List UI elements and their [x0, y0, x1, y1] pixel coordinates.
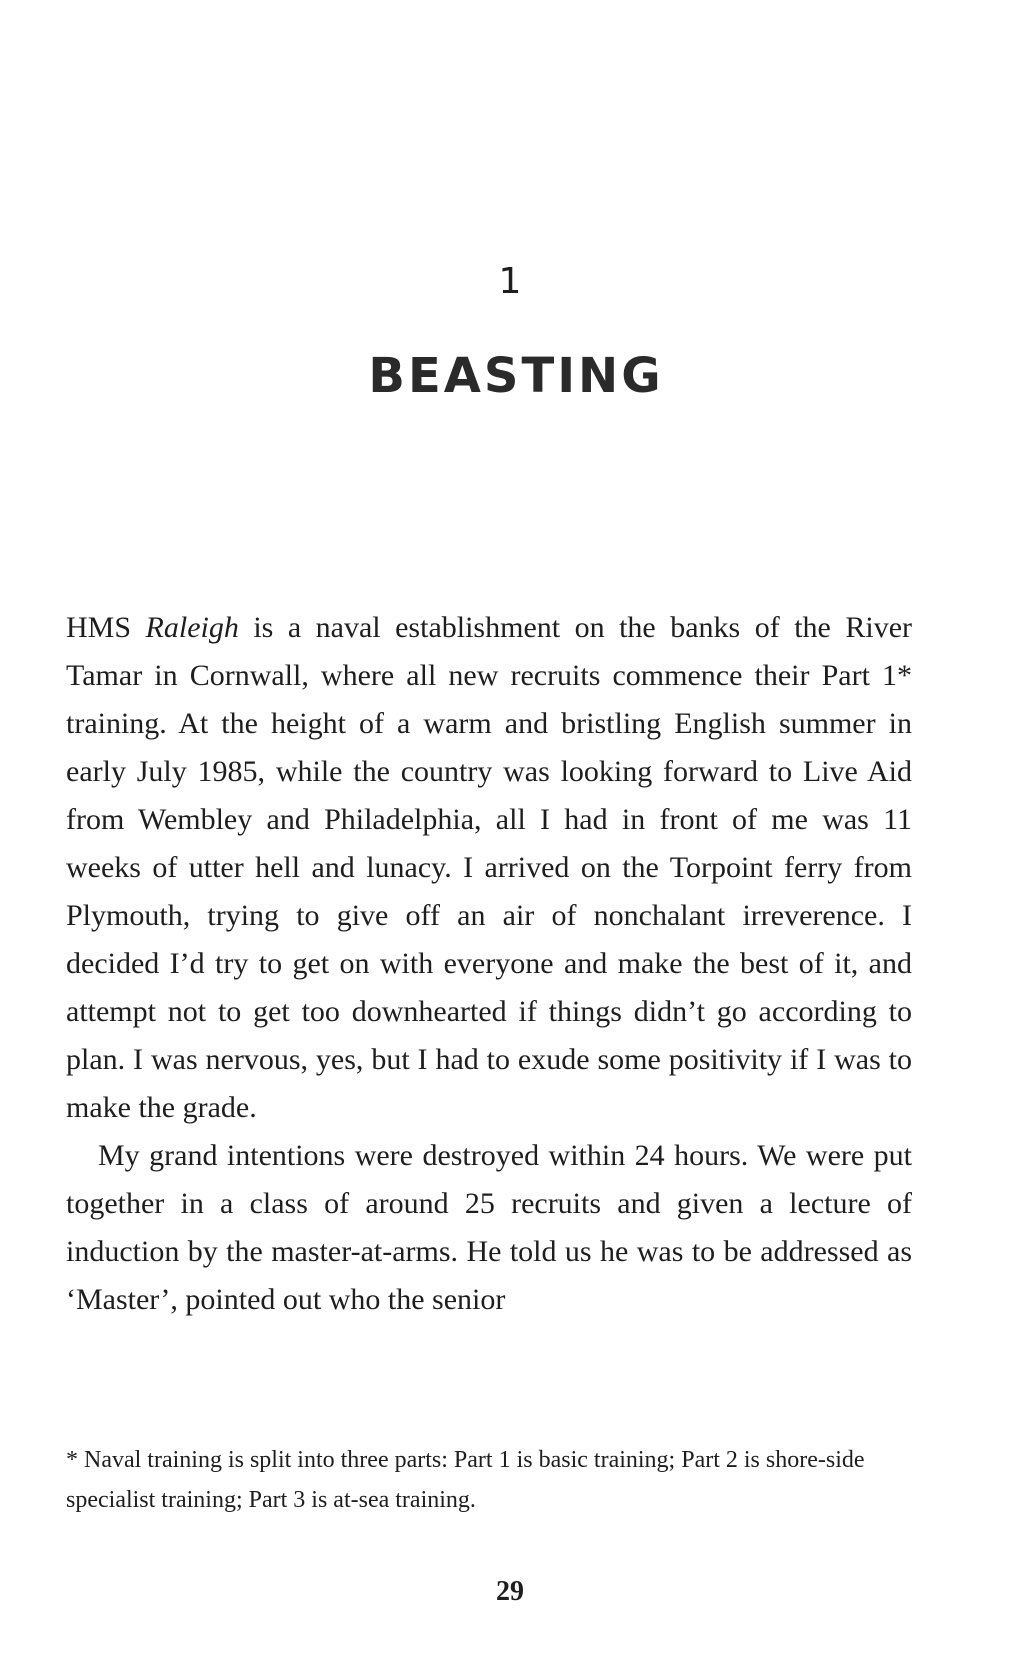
ship-name: Raleigh: [145, 611, 239, 644]
footnote: [66, 1440, 912, 1520]
paragraph-1: [66, 604, 912, 1132]
body-text: [66, 604, 912, 1324]
chapter-title: BEASTING: [368, 348, 664, 404]
footnote-text: * Naval training is split into three parts: Part 1 is basic training; Part 2 is shore-side specialist training; Part 3 is at-sea training.: [66, 1447, 865, 1513]
paragraph-1-text: is a naval establishment on the banks of the River Tamar in Cornwall, where all new recruits commence their Part 1* training. At the height of a warm and bristling English summer in early July 1985, while the country was looking forward to Live Aid from Wembley and Philadelphia, all I had in front of me was 11 weeks of utter hell and lunacy. I arrived on the Torpoint ferry from Plymouth, trying to give off an air of nonchalant irreverence. I decided I’d try to get on with everyone and make the best of it, and attempt not to get too downhearted if things didn’t go according to plan. I was nervous, yes, but I had to exude some positivity if I was to make the grade.: [66, 611, 912, 1124]
chapter-number: 1: [498, 261, 522, 302]
page-number: 29: [496, 1576, 524, 1607]
paragraph-1-prefix: HMS: [66, 611, 146, 644]
paragraph-2: My grand intentions were destroyed within 24 hours. We were put together in a class of around 25 recruits and given a lecture of induction by the master-at-arms. He told us he was to be addressed as ‘Master’, pointed out who the senior: [66, 1139, 912, 1316]
